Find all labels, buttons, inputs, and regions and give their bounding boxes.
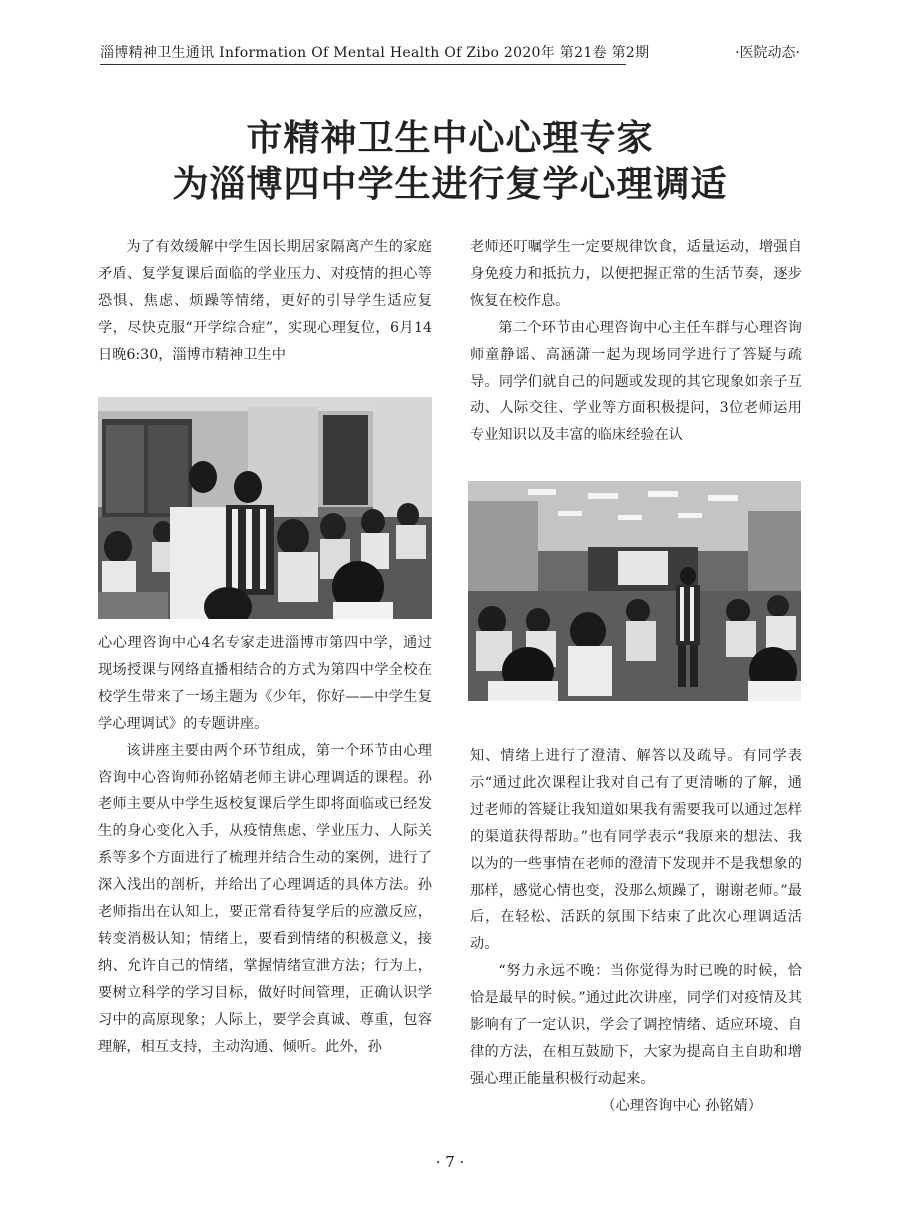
column-right-bottom — [470, 743, 802, 1120]
article-title-line2: 为淄博四中学生进行复学心理调适 — [172, 164, 728, 205]
author-signature: （心理咨询中心 孙铭婧） — [601, 1097, 762, 1114]
paragraph-3: 第二个环节由心理咨询中心主任车群与心理咨询师童静谣、高涵潇一起为现场同学进行了答疑与疏导。同学们就自己的问题或发现的其它现象如亲子互动、人际交往、学业等方面积极提问，3位老师运用专业知识以及丰富的临床经验在认 — [470, 319, 802, 444]
classroom-photo-2 — [468, 481, 801, 701]
column-left-bottom — [98, 630, 432, 1061]
classroom-photo-1-image — [98, 397, 432, 619]
paragraph-1-continued: 心心理咨询中心4名专家走进淄博市第四中学，通过现场授课与网络直播相结合的方式为第四中学全校在校学生带来了一场主题为《少年，你好——中学生复学心理调试》的专题讲座。 — [98, 635, 432, 732]
column-left-top — [98, 234, 432, 369]
classroom-photo-2-image — [468, 481, 801, 701]
journal-header: 淄博精神卫生通讯 Information Of Mental Health Of Zibo 2020年 第21卷 第2期 — [100, 45, 650, 61]
paragraph-2-continued: 老师还叮嘱学生一定要规律饮食，适量运动，增强自身免疫力和抵抗力，以便把握正常的生活节奏，逐步恢复在校作息。 — [470, 239, 802, 309]
article-title-line1: 市精神卫生中心心理专家 — [246, 118, 654, 159]
page-number: · 7 · — [435, 1153, 465, 1171]
paragraph-3-continued: 知、情绪上进行了澄清、解答以及疏导。有同学表示“通过此次课程让我对自己有了更清晰的了解，通过老师的答疑让我知道如果我有需要我可以通过怎样的渠道获得帮助。”也有同学表示“我原来的想法、我以为的一些事情在老师的澄清下发现并不是我想象的那样，感觉心情也变，没那么烦躁了，谢谢老师。”最后，在轻松、活跃的氛围下结束了此次心理调适活动。 — [470, 748, 802, 953]
paragraph-1: 为了有效缓解中学生因长期居家隔离产生的家庭矛盾、复学复课后面临的学业压力、对疫情的担心等恐惧、焦虑、烦躁等情绪，更好的引导学生适应复学，尽快克服“开学综合症”，实现心理复位，6月14日晚6:30，淄博市精神卫生中 — [98, 239, 432, 363]
column-right-top — [470, 234, 802, 449]
paragraph-4: “努力永远不晚：当你觉得为时已晚的时候，恰恰是最早的时候。”通过此次讲座，同学们对疫情及其影响有了一定认识，学会了调控情绪、适应环境、自律的方法，在相互鼓励下，大家为提高自主自助和增强心理正能量积极行动起来。 — [470, 963, 802, 1087]
header-rule — [100, 64, 626, 65]
running-header — [100, 42, 800, 66]
paragraph-2: 该讲座主要由两个环节组成，第一个环节由心理咨询中心咨询师孙铭婧老师主讲心理调适的课程。孙老师主要从中学生返校复课后学生即将面临或已经发生的身心变化入手，从疫情焦虑、学业压力、人际关系等多个方面进行了梳理并结合生动的案例，进行了深入浅出的剖析，并给出了心理调适的具体方法。孙老师指出在认知上，要正常看待复学后的应激反应，转变消极认知；情绪上，要看到情绪的积极意义，接纳、允许自己的情绪，掌握情绪宣泄方法；行为上，要树立科学的学习目标，做好时间管理，正确认识学习中的高原现象；人际上，要学会真诚、尊重，包容理解，相互支持，主动沟通、倾听。此外，孙 — [98, 742, 432, 1055]
classroom-photo-1 — [98, 397, 432, 619]
section-label: ·医院动态· — [735, 45, 800, 61]
